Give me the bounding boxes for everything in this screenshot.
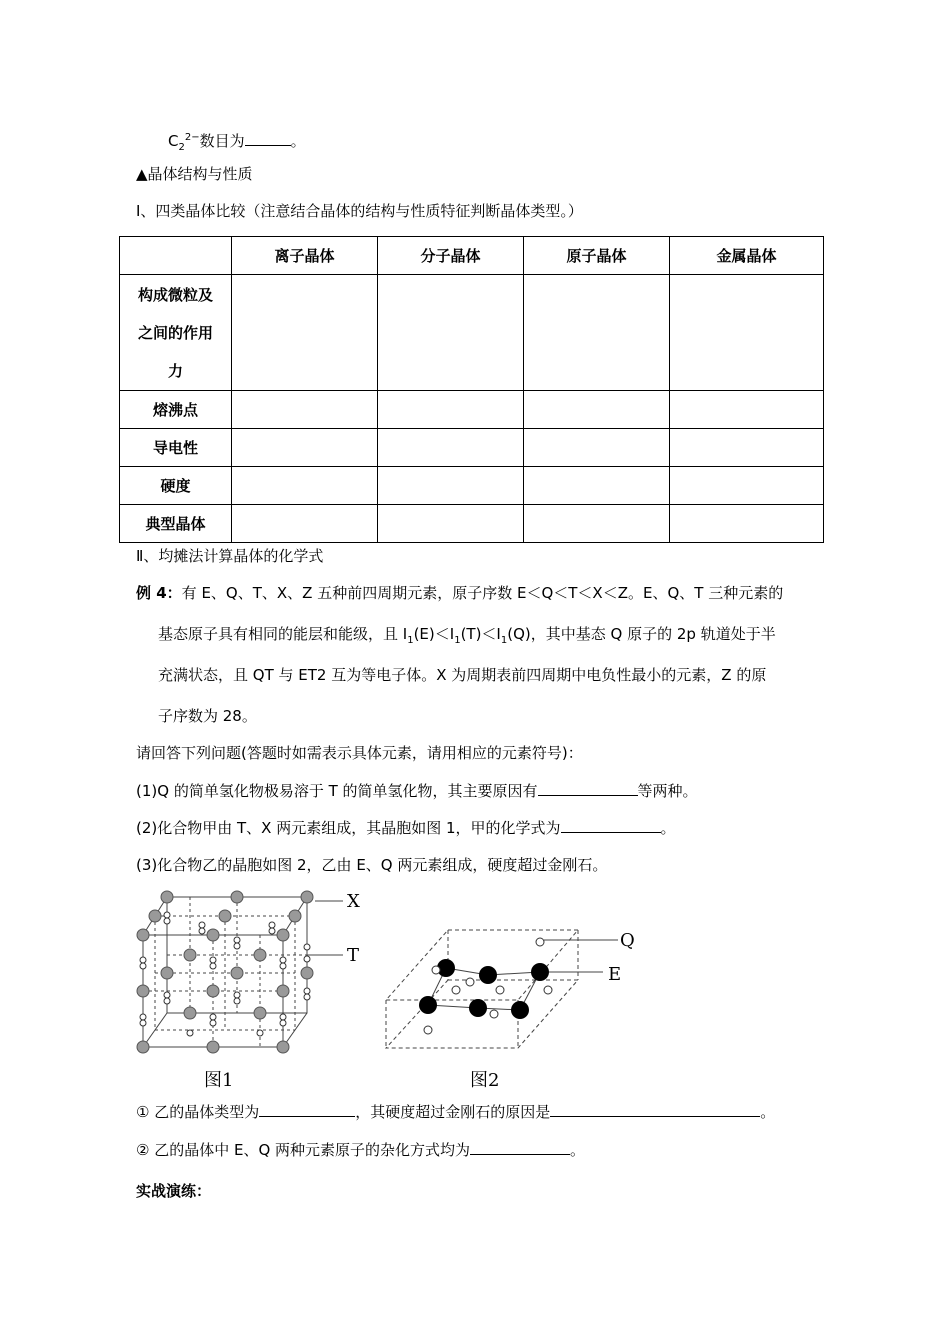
table-cell[interactable]	[232, 429, 378, 467]
table-cell[interactable]	[670, 505, 824, 543]
figure2-lattice	[378, 920, 648, 1060]
table-cell[interactable]	[378, 391, 524, 429]
table-cell[interactable]	[524, 505, 670, 543]
row-label-hardness: 硬度	[120, 467, 232, 505]
label-e: E	[608, 964, 622, 985]
table-cell[interactable]	[524, 391, 670, 429]
crystal-comparison-table	[119, 236, 824, 543]
example-line-1	[136, 583, 783, 603]
table-cell[interactable]	[232, 505, 378, 543]
question-text: 乙的晶体类型为	[149, 1103, 260, 1121]
header-ionic: 离子晶体	[232, 237, 378, 275]
table-cell[interactable]	[524, 467, 670, 505]
question-3: (3)化合物乙的晶胞如图 2，乙由 E、Q 两元素组成，硬度超过金刚石。	[136, 856, 608, 874]
table-cell[interactable]	[232, 391, 378, 429]
table-cell[interactable]	[524, 429, 670, 467]
table-row	[120, 275, 824, 391]
example-text: 有 E、Q、T、X、Z 五种前四周期元素，原子序数 E＜Q＜T＜X＜Z。E、Q、T 三种元素的	[181, 584, 784, 602]
table-cell[interactable]	[378, 429, 524, 467]
intro-end: 。	[290, 132, 306, 150]
question-end: 。	[760, 1103, 776, 1121]
table-cell[interactable]	[670, 275, 824, 391]
label-x: X	[347, 891, 360, 912]
answer-blank[interactable]	[550, 1102, 760, 1117]
question-end: 。	[570, 1141, 586, 1159]
answer-blank[interactable]	[259, 1102, 355, 1117]
part2-title: Ⅱ、均摊法计算晶体的化学式	[136, 547, 324, 565]
formula-sub: 2	[178, 142, 185, 153]
section-title: ▲晶体结构与性质	[136, 165, 253, 183]
table-cell[interactable]	[670, 467, 824, 505]
example-line-2	[158, 624, 776, 651]
question-text: 乙的晶体中 E、Q 两种元素原子的杂化方式均为	[149, 1141, 471, 1159]
question-text: (2)化合物甲由 T、X 两元素组成，其晶胞如图 1，甲的化学式为	[136, 819, 561, 837]
question-intro: 请回答下列问题(答题时如需表示具体元素，请用相应的元素符号)：	[136, 744, 583, 762]
table-cell[interactable]	[378, 505, 524, 543]
figure1-lattice	[125, 885, 375, 1060]
table-row	[120, 429, 824, 467]
figure1-caption: 图1	[204, 1070, 234, 1091]
label-q: Q	[620, 930, 635, 951]
practice-heading: 实战演练：	[136, 1182, 212, 1200]
figure2-caption: 图2	[470, 1070, 500, 1091]
intro-line	[168, 128, 306, 158]
circled-number: ①	[136, 1103, 150, 1121]
question-text: ，其硬度超过金刚石的原因是	[355, 1103, 551, 1121]
subscript: 1	[500, 635, 508, 646]
answer-blank[interactable]	[245, 131, 291, 146]
question-end: 。	[660, 819, 676, 837]
row-label-line: 之间的作用	[137, 323, 213, 342]
row-label-melting: 熔沸点	[120, 391, 232, 429]
subscript: 1	[407, 635, 414, 646]
row-label-typical: 典型晶体	[120, 505, 232, 543]
intro-text: 数目为	[199, 132, 245, 150]
example-text: (E)＜I	[413, 625, 455, 643]
sub-question-2	[136, 1140, 585, 1160]
question-text: (1)Q 的简单氢化物极易溶于 T 的简单氢化物，其主要原因有	[136, 782, 538, 800]
table-header-row	[120, 237, 824, 275]
example-text: (T)＜I	[460, 625, 501, 643]
row-label-line: 构成微粒及	[137, 285, 213, 304]
example-text: 基态原子具有相同的能层和能级，且 I	[158, 625, 408, 643]
formula-sup: 2−	[184, 132, 200, 143]
sub-question-1	[136, 1102, 775, 1122]
row-label-line: 力	[167, 361, 183, 380]
table-cell[interactable]	[524, 275, 670, 391]
table-cell[interactable]	[378, 275, 524, 391]
subscript: 1	[454, 635, 461, 646]
table-cell[interactable]	[232, 275, 378, 391]
answer-blank[interactable]	[470, 1140, 570, 1155]
question-1	[136, 781, 698, 801]
example-line-4: 子序数为 28。	[158, 707, 257, 725]
answer-blank[interactable]	[561, 818, 661, 833]
table-corner	[120, 237, 232, 275]
header-atomic: 原子晶体	[524, 237, 670, 275]
header-molecular: 分子晶体	[378, 237, 524, 275]
table-row	[120, 467, 824, 505]
example-text: (Q)，其中基态 Q 原子的 2p 轨道处于半	[507, 625, 776, 643]
table-row	[120, 505, 824, 543]
table-cell[interactable]	[670, 391, 824, 429]
table-cell[interactable]	[232, 467, 378, 505]
answer-blank[interactable]	[538, 781, 638, 796]
row-label-conductivity: 导电性	[120, 429, 232, 467]
example-label: 例 4：	[136, 584, 182, 602]
formula-c: C	[168, 132, 179, 150]
part1-title: Ⅰ、四类晶体比较（注意结合晶体的结构与性质特征判断晶体类型。）	[136, 202, 583, 220]
question-2	[136, 818, 676, 838]
table-row	[120, 391, 824, 429]
table-cell[interactable]	[378, 467, 524, 505]
row-label-particles	[120, 275, 232, 391]
label-t: T	[347, 945, 360, 966]
example-line-3: 充满状态，且 QT 与 ET2 互为等电子体。X 为周期表前四周期中电负性最小的元素，Z 的原	[158, 666, 767, 684]
question-end: 等两种。	[637, 782, 698, 800]
header-metallic: 金属晶体	[670, 237, 824, 275]
table-cell[interactable]	[670, 429, 824, 467]
circled-number: ②	[136, 1141, 150, 1159]
